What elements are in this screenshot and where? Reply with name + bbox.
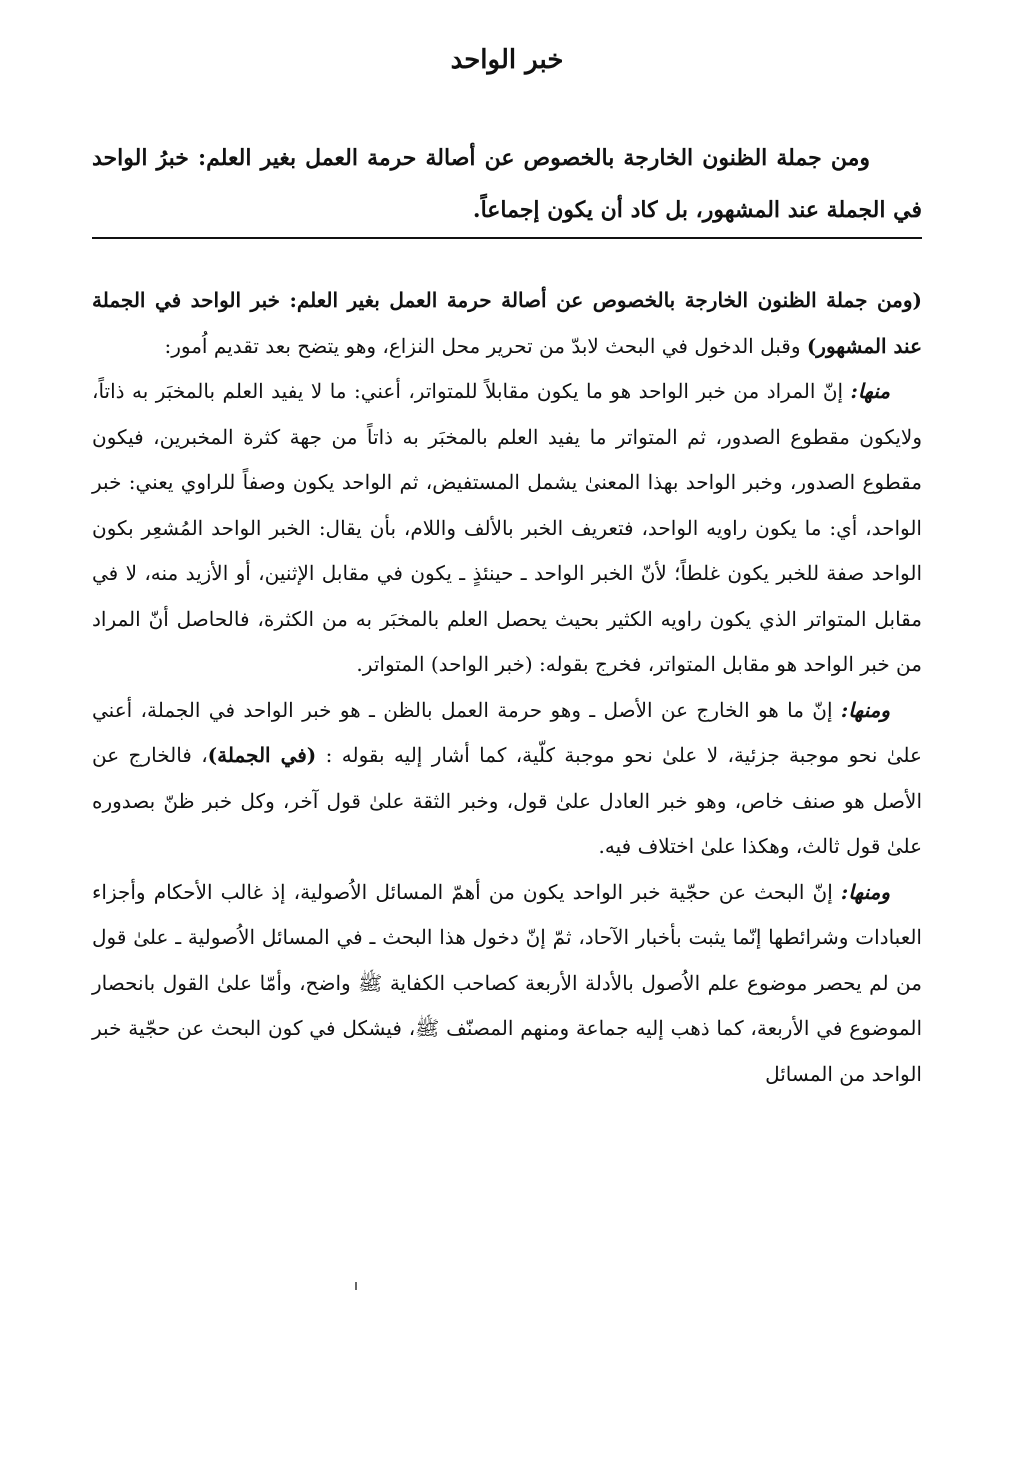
paragraph-intro bbox=[92, 278, 922, 369]
scan-mark bbox=[355, 1282, 357, 1290]
quoted-phrase: (في الجملة) bbox=[207, 743, 317, 767]
paragraph-text: إنّ المراد من خبر الواحد هو ما يكون مقابلاً للمتواتر، أعني: ما لا يفيد العلم بالمخبَر به ذاتاً، ولايكون مقطوع الصدور، ثم المتواتر ما يفيد العلم بالمخبَر به ذاتاً من جهة كثرة المخبرين، فيكون مقطوع الصدور، وخبر الواحد بهذا المعنىٰ يشمل المستفيض، ثم الواحد يكون وصفاً للراوي يعني: خبر الواحد، أي: ما يكون راويه الواحد، فتعريف الخبر بالألف واللام، بأن يقال: الخبر الواحد المُشعِر بكون الواحد صفة للخبر يكون غلطاً؛ لأنّ الخبر الواحد ـ حينئذٍ ـ يكون في مقابل الإثنين، أو الأزيد منه، لا في مقابل المتواتر الذي يكون راويه الكثير بحيث يحصل العلم بالمخبَر به من الكثرة، فالحاصل أنّ المراد من خبر الواحد هو مقابل المتواتر، فخرج بقوله: (خبر الواحد) المتواتر. bbox=[92, 379, 922, 676]
document-page bbox=[92, 0, 922, 1480]
paragraph-text: إنّ ما هو الخارج عن الأصل ـ وهو حرمة العمل بالظن ـ هو خبر الواحد في الجملة، أعني علىٰ نحو موجبة جزئية، لا علىٰ نحو موجبة كلّية، كما أشار إليه بقوله : bbox=[92, 697, 922, 767]
paragraph-first-matter bbox=[92, 369, 922, 688]
text-divider-line bbox=[92, 237, 922, 239]
page-title: خبر الواحد bbox=[450, 45, 564, 75]
commentary-section bbox=[92, 278, 922, 1097]
paragraph-text-tail: ، فالخارج عن الأصل هو صنف خاص، وهو خبر العادل علىٰ قول، وخبر الثقة علىٰ قول آخر، وكل خبر ظنّ بصدوره علىٰ قول ثالث، وهكذا علىٰ اختلاف فيه. bbox=[92, 743, 922, 858]
paragraph-text: وقبل الدخول في البحث لابدّ من تحرير محل النزاع، وهو يتضح بعد تقديم اُمور: bbox=[164, 333, 807, 358]
paragraph-lead: ومنها: bbox=[840, 697, 890, 722]
paragraph-lead: منها: bbox=[850, 379, 890, 403]
paragraph-text: إنّ البحث عن حجّية خبر الواحد يكون من أهمّ المسائل الاُصولية، إذ غالب الأحكام وأجزاء العبادات وشرائطها إنّما يثبت بأخبار الآحاد، ثمّ إنّ دخول هذا البحث ـ في المسائل الاُصولية ـ علىٰ قول من لم يحصر موضوع علم الاُصول بالأدلة الأربعة كصاحب الكفاية ﷺ واضح، وأمّا علىٰ القول بانحصار الموضوع في الأربعة، كما ذهب إليه جماعة ومنهم المصنّف ﷺ، فيشكل في كون البحث عن حجّية خبر الواحد من المسائل bbox=[92, 879, 922, 1086]
main-text-matn: ومن جملة الظنون الخارجة بالخصوص عن أصالة حرمة العمل بغير العلم: خبرُ الواحد في الجملة عند المشهور، بل كاد أن يكون إجماعاً. bbox=[92, 145, 922, 223]
paragraph-third-matter bbox=[92, 870, 922, 1098]
paragraph-lead: ومنها: bbox=[840, 879, 890, 904]
paragraph-second-matter bbox=[92, 688, 922, 870]
quoted-matn: (ومن جملة الظنون الخارجة بالخصوص عن أصالة حرمة العمل بغير العلم: خبر الواحد في الجملة عند المشهور) bbox=[92, 288, 922, 358]
